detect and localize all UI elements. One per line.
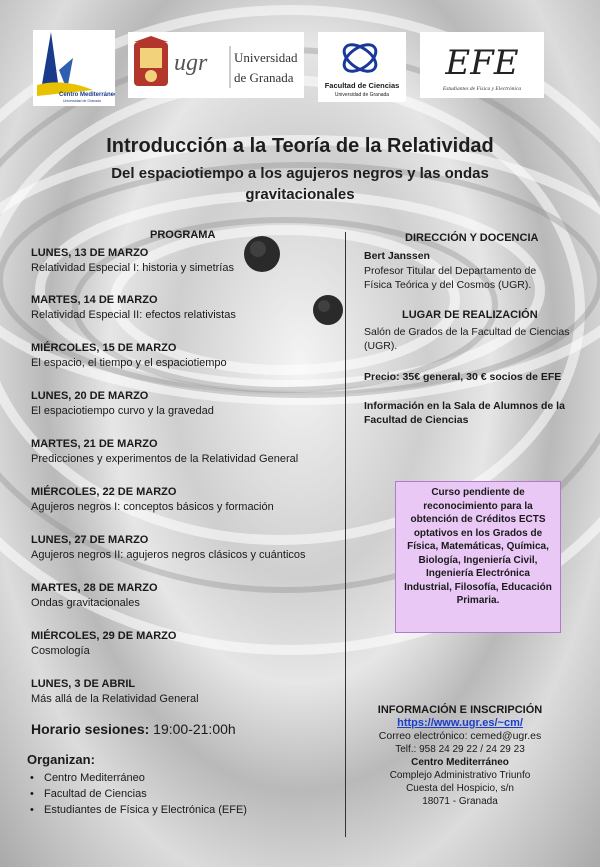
session-day: MIÉRCOLES, 15 DE MARZO [31, 342, 177, 354]
address-line: Complejo Administrativo Triunfo [389, 770, 531, 781]
director-role: Profesor Titular del Departamento de Física Teórica y del Cosmos (UGR). [364, 265, 537, 291]
precio: Precio: 35€ general, 30 € socios de EFE [364, 371, 562, 383]
ugr-logo [128, 32, 304, 98]
column-divider [345, 232, 346, 837]
session-item [31, 629, 176, 659]
session-item [31, 246, 234, 276]
session-item [31, 533, 306, 563]
black-hole-right [313, 295, 343, 325]
session-item [31, 437, 298, 467]
svg-text:Centro Mediterráneo: Centro Mediterráneo [59, 92, 115, 98]
session-day: LUNES, 13 DE MARZO [31, 247, 149, 259]
address-line: 18071 - Granada [422, 796, 498, 807]
lugar-text: Salón de Grados de la Facultad de Ciencias (UGR). [364, 326, 570, 352]
session-item [31, 389, 214, 419]
organizer-item: • Centro Mediterráneo [30, 770, 247, 786]
session-topic: El espacio, el tiempo y el espaciotiempo [31, 357, 227, 369]
horario-label: Horario sesiones: [31, 721, 150, 737]
organizers-list [30, 770, 247, 818]
poster-subtitle: Del espaciotiempo a los agujeros negros y las ondas gravitacionales [111, 165, 489, 203]
director-name: Bert Janssen [364, 250, 430, 262]
direccion-heading: DIRECCIÓN Y DOCENCIA [405, 232, 539, 244]
svg-text:EFE: EFE [445, 43, 519, 83]
session-topic: Relatividad Especial II: efectos relativistas [31, 309, 236, 321]
session-item [31, 341, 227, 371]
organizan-label: Organizan: [27, 752, 95, 767]
svg-text:de Granada: de Granada [234, 70, 294, 85]
organizer-item: • Facultad de Ciencias [30, 786, 247, 802]
session-day: LUNES, 27 DE MARZO [31, 534, 149, 546]
horario-value: 19:00-21:00h [153, 721, 236, 737]
session-day: MARTES, 14 DE MARZO [31, 294, 158, 306]
horario [31, 721, 236, 737]
session-day: MIÉRCOLES, 22 DE MARZO [31, 486, 177, 498]
session-topic: Agujeros negros I: conceptos básicos y formación [31, 501, 274, 513]
session-item [31, 677, 199, 707]
centro-mediterraneo-logo [33, 30, 115, 106]
email: Correo electrónico: cemed@ugr.es [378, 730, 542, 742]
session-topic: Ondas gravitacionales [31, 597, 140, 609]
session-topic: Predicciones y experimentos de la Relatividad General [31, 453, 299, 465]
address-line: Cuesta del Hospicio, s/n [406, 783, 514, 794]
session-topic: Agujeros negros II: agujeros negros clásicos y cuánticos [31, 549, 306, 561]
svg-text:ugr: ugr [174, 50, 208, 76]
session-item [31, 293, 236, 323]
svg-text:Universidad de Granada: Universidad de Granada [334, 92, 390, 98]
session-item [31, 485, 274, 515]
lugar-heading: LUGAR DE REALIZACIÓN [402, 309, 538, 321]
session-topic: Relatividad Especial I: historia y simetrías [31, 262, 234, 274]
session-topic: El espaciotiempo curvo y la gravedad [31, 405, 214, 417]
svg-text:Facultad de Ciencias: Facultad de Ciencias [324, 81, 400, 90]
info-sala: Información en la Sala de Alumnos de la Facultad de Ciencias [364, 400, 565, 426]
svg-text:Universidad: Universidad [234, 50, 298, 65]
efe-logo [420, 32, 544, 98]
ugr-crest-icon [134, 36, 168, 86]
session-topic: Más allá de la Relatividad General [31, 693, 199, 705]
session-day: MARTES, 28 DE MARZO [31, 582, 158, 594]
inscripcion-heading: INFORMACIÓN E INSCRIPCIÓN [377, 704, 543, 716]
svg-text:Estudiantes de Física y Electr: Estudiantes de Física y Electrónica [442, 86, 522, 92]
facultad-ciencias-logo [318, 32, 406, 102]
poster-title: Introducción a la Teoría de la Relatividad [106, 135, 494, 157]
inscription-info [360, 704, 560, 808]
black-hole-left [244, 236, 280, 272]
website-link[interactable]: https://www.ugr.es/~cm/ [397, 717, 523, 729]
telephone: Telf.: 958 24 29 22 / 24 29 23 [395, 744, 525, 755]
session-day: MIÉRCOLES, 29 DE MARZO [31, 630, 177, 642]
session-topic: Cosmología [31, 645, 90, 657]
organizer-item: • Estudiantes de Física y Electrónica (EFE) [30, 802, 247, 818]
svg-text:Universidad de Granada: Universidad de Granada [63, 99, 101, 103]
session-day: MARTES, 21 DE MARZO [31, 438, 158, 450]
session-day: LUNES, 20 DE MARZO [31, 390, 149, 402]
session-item [31, 581, 158, 611]
programa-heading: PROGRAMA [150, 229, 216, 241]
org-name: Centro Mediterráneo [411, 757, 509, 768]
session-day: LUNES, 3 DE ABRIL [31, 678, 136, 690]
ects-credits-box: Curso pendiente de reconocimiento para la obtención de Créditos ECTS optativos en los Grados de Física, Matemáticas, Química, Biología, Ingeniería Civil, Ingeniería Electrónica Industrial, Filosofía, Educación Primaria. [395, 481, 561, 633]
